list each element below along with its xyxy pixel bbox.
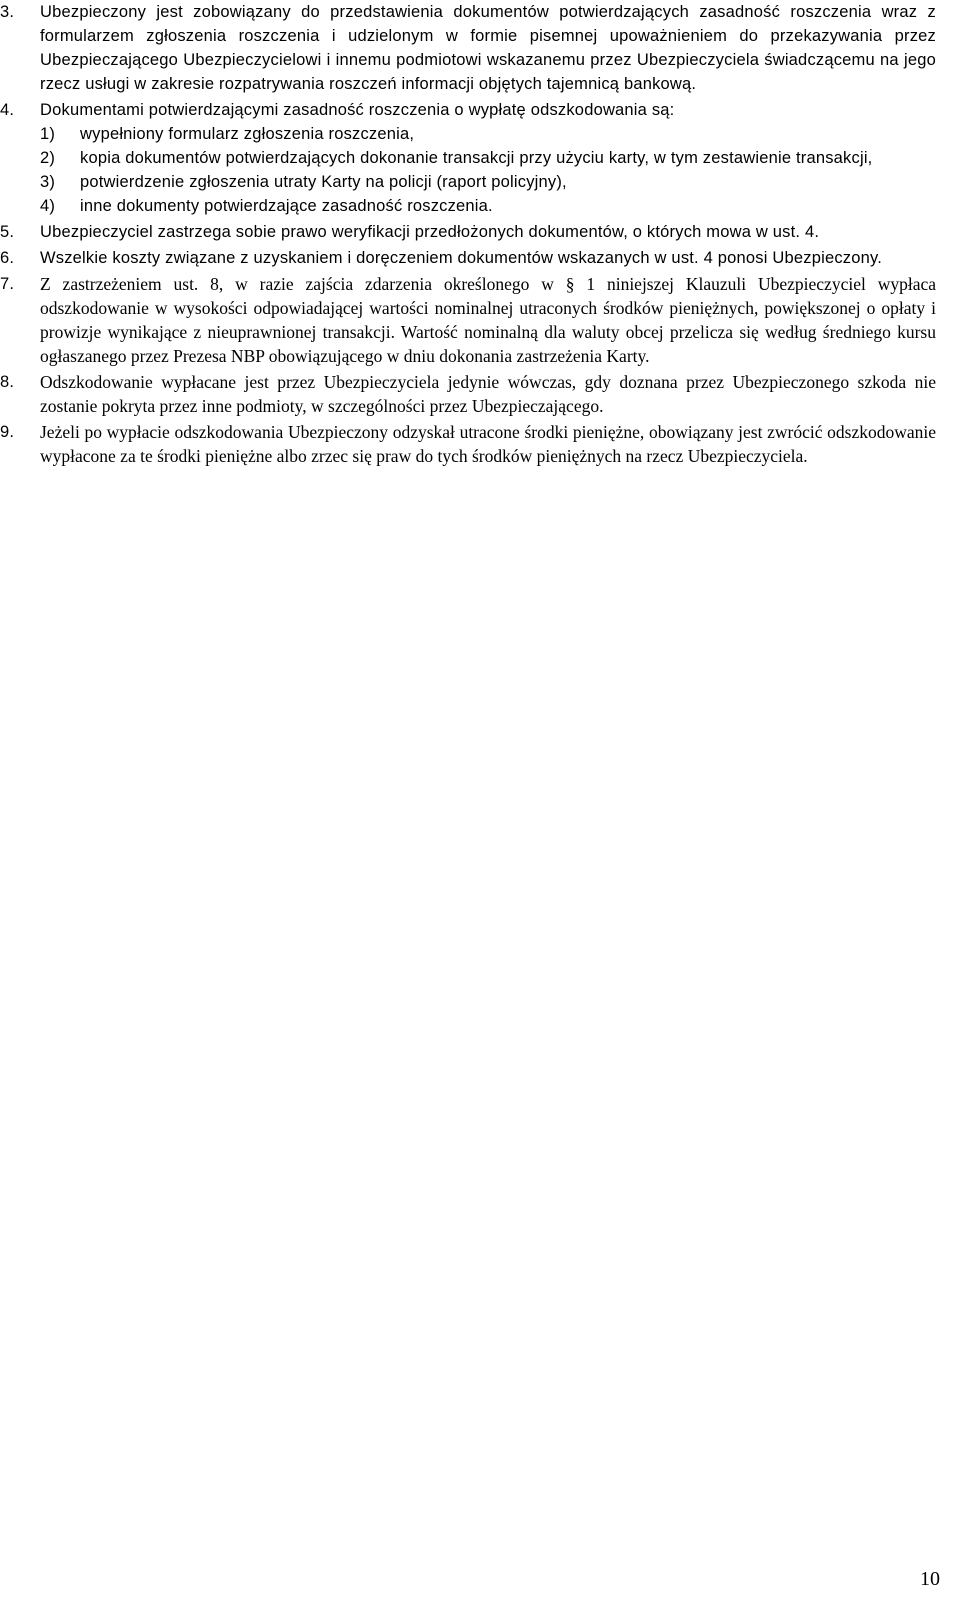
page-number: 10 — [920, 1568, 940, 1590]
list-item-number: 4) — [40, 197, 56, 215]
paragraph-text: Ubezpieczyciel zastrzega sobie prawo weryfikacji przedłożonych dokumentów, o których mowa w ust. 4. — [40, 223, 820, 241]
paragraph-number: 7. — [0, 275, 15, 293]
list-item — [40, 122, 936, 146]
paragraph-number: 4. — [0, 101, 15, 119]
list-item-text: wypełniony formularz zgłoszenia roszczenia, — [80, 125, 415, 143]
paragraph-text: Z zastrzeżeniem ust. 8, w razie zajścia zdarzenia określonego w § 1 niniejszej Klauzuli Ubezpieczyciel wypłaca odszkodowanie w wysokości odpowiadającej wartości nominalnej utraconych środków pieniężnych, powiększonej o opłaty i prowizje wynikające z nieuprawnionej transakcji. Wartość nominalną dla waluty obcej przelicza się według średniego kursu ogłaszanego przez Prezesa NBP obowiązującego w dniu dokonania zastrzeżenia Karty. — [40, 274, 936, 366]
list-item-number: 2) — [40, 149, 56, 167]
paragraph-9 — [0, 420, 936, 468]
list-item-number: 3) — [40, 173, 56, 191]
paragraph-8 — [0, 370, 936, 418]
paragraph-4 — [0, 98, 936, 218]
paragraph-text: Jeżeli po wypłacie odszkodowania Ubezpieczony odzyskał utracone środki pieniężne, obowiązany jest zwrócić odszkodowanie wypłacone za te środki pieniężne albo zrzec się praw do tych środków pieniężnych na rzecz Ubezpieczyciela. — [40, 422, 936, 466]
paragraph-number: 6. — [0, 249, 15, 267]
paragraph-7 — [0, 272, 936, 368]
list-item — [40, 194, 936, 218]
paragraph-number: 9. — [0, 423, 15, 441]
list-item-number: 1) — [40, 125, 56, 143]
list-item — [40, 170, 936, 194]
paragraph-number: 3. — [0, 3, 15, 21]
paragraph-text: Dokumentami potwierdzającymi zasadność roszczenia o wypłatę odszkodowania są: — [40, 101, 675, 119]
list-item-text: inne dokumenty potwierdzające zasadność roszczenia. — [80, 197, 493, 215]
paragraph-text: Odszkodowanie wypłacane jest przez Ubezpieczyciela jedynie wówczas, gdy doznana przez Ubezpieczonego szkoda nie zostanie pokryta przez inne podmioty, w szczególności przez Ubezpieczającego. — [40, 372, 936, 416]
paragraph-5 — [0, 220, 936, 244]
paragraph-number: 8. — [0, 373, 15, 391]
list-item-text: kopia dokumentów potwierdzających dokonanie transakcji przy użyciu karty, w tym zestawienie transakcji, — [80, 149, 873, 167]
list-item — [40, 146, 936, 170]
paragraph-text: Wszelkie koszty związane z uzyskaniem i doręczeniem dokumentów wskazanych w ust. 4 ponosi Ubezpieczony. — [40, 249, 882, 267]
paragraph-text: Ubezpieczony jest zobowiązany do przedstawienia dokumentów potwierdzających zasadność roszczenia wraz z formularzem zgłoszenia roszczenia i udzielonym w formie pisemnej upoważnieniem do przekazywania przez Ubezpieczającego Ubezpieczycielowi i innemu podmiotowi wskazanemu przez Ubezpieczyciela świadczącemu na jego rzecz usługi w zakresie rozpatrywania roszczeń informacji objętych tajemnicą bankową. — [40, 3, 936, 93]
paragraph-6 — [0, 246, 936, 270]
list-item-text: potwierdzenie zgłoszenia utraty Karty na policji (raport policyjny), — [80, 173, 567, 191]
document-body — [0, 0, 960, 466]
paragraph-number: 5. — [0, 223, 15, 241]
paragraph-3 — [0, 0, 936, 96]
